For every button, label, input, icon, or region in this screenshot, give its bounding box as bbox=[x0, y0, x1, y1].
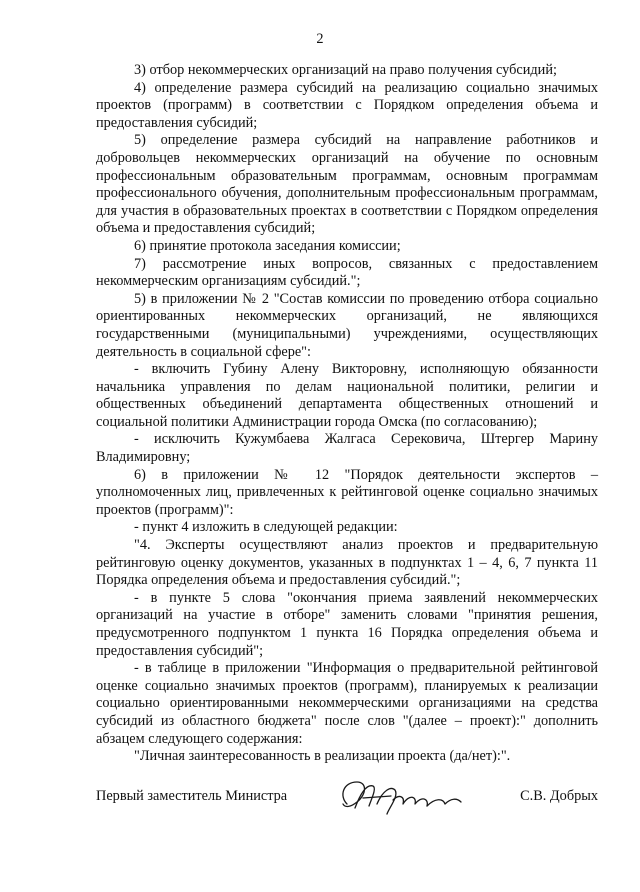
signatory-title: Первый заместитель Министра bbox=[96, 788, 288, 804]
paragraph-item-6: 6) принятие протокола заседания комиссии; bbox=[134, 237, 401, 254]
signatory-name: С.В. Добрых bbox=[520, 788, 598, 804]
paragraph-amendment-5: 5) в приложении № 2 "Состав комиссии по проведению отбора социально ориентированных некоммерческих организаций, не являющихся государственными (муниципальными) учреждениями, осуществляющих деятельность в социальной сфере": bbox=[96, 290, 598, 360]
paragraph-table-amendment: - в таблице в приложении "Информация о предварительной рейтинговой оценке социально значимых проектов (программ), планируемых к реализации социально ориентированными некоммерческими организациями на средства субсидий из областного бюджета" после слов "(далее – проект):" дополнить абзацем следующего содержания: bbox=[96, 660, 598, 747]
page-number: 2 bbox=[316, 31, 324, 47]
paragraph-clause-4-intro: - пункт 4 изложить в следующей редакции: bbox=[134, 519, 398, 536]
paragraph-clause-4-text: "4. Эксперты осуществляют анализ проектов и предварительную рейтинговую оценку документов, указанных в подпунктах 1 – 4, 6, 7 пункта 11 Порядка определения объема и предоставления субсидий."; bbox=[96, 537, 598, 589]
paragraph-new-line: "Личная заинтересованность в реализации проекта (да/нет):". bbox=[134, 748, 511, 765]
paragraph-amendment-6: 6) в приложении № 12 "Порядок деятельности экспертов – уполномоченных лиц, привлеченных к рейтинговой оценке социально значимых проектов (программ)": bbox=[96, 466, 598, 518]
paragraph-clause-5: - в пункте 5 слова "окончания приема заявлений некоммерческих организаций на участие в отборе" заменить словами "принятия решения, предусмотренного подпунктом 1 пункта 16 Порядка определения объема и предоставления субсидий"; bbox=[96, 589, 598, 659]
paragraph-item-3: 3) отбор некоммерческих организаций на право получения субсидий; bbox=[134, 62, 557, 78]
paragraph-exclude-members: - исключить Кужумбаева Жалгаса Серековича, Штергер Марину Владимировну; bbox=[96, 431, 598, 466]
paragraph-include-member: - включить Губину Алену Викторовну, исполняющую обязанности начальника управления по делам национальной политики, религии и общественных объединений департамента общественных отношений и социальной политики Администрации города Омска (по согласованию); bbox=[96, 361, 598, 430]
paragraph-item-4: 4) определение размера субсидий на реализацию социально значимых проектов (программ) в соответствии с Порядком определения объема и предоставления субсидий; bbox=[96, 79, 598, 131]
signature-block bbox=[96, 788, 598, 828]
paragraph-item-5: 5) определение размера субсидий на направление работников и добровольцев некоммерческих организаций на обучение по основным профессиональным образовательным программам, основным программам профессионального обучения, дополнительным профессиональным программам, для участия в образовательных проектах в соответствии с Порядком определения объема и предоставления субсидий; bbox=[96, 132, 598, 237]
handwritten-signature bbox=[333, 774, 473, 820]
document-body bbox=[96, 62, 598, 766]
paragraph-item-7: 7) рассмотрение иных вопросов, связанных с предоставлением некоммерческим организациям субсидий."; bbox=[96, 255, 598, 290]
